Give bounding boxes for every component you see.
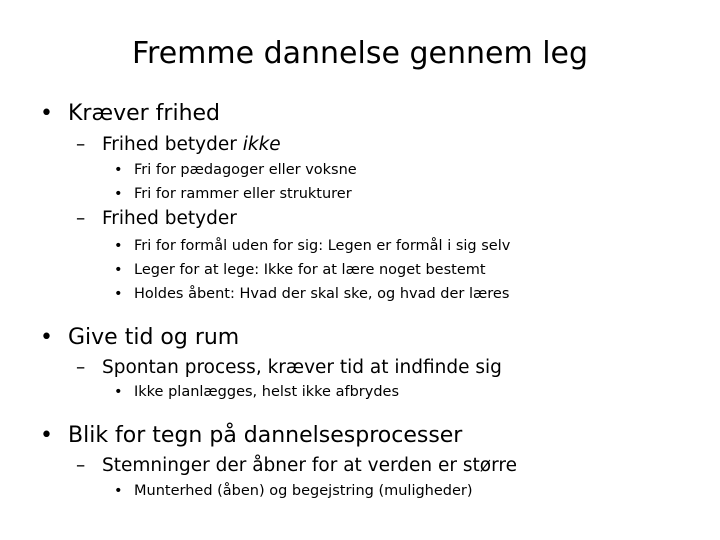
bullet-text: Ikke planlægges, helst ikke afbrydes [134,384,400,400]
bullet-text: Fri for pædagoger eller voksne [134,162,357,178]
bullet-text: Munterhed (åben) og begejstring (muligheder) [134,483,473,499]
bullet-marker: • [40,423,53,448]
bullet-marker: • [114,262,123,278]
bullet-marker: • [114,238,123,254]
bullet-level2 [76,455,517,476]
bullet-marker: • [40,101,53,126]
dash-marker: – [76,357,86,378]
emphasis-text: ikke [242,134,281,155]
bullet-marker: • [114,384,123,400]
bullet-marker: • [114,162,123,178]
bullet-level3 [114,162,357,178]
bullet-text: Give tid og rum [68,325,240,350]
bullet-level1 [40,101,220,126]
bullet-text: Fri for rammer eller strukturer [134,186,352,202]
slide-title: Fremme dannelse gennem leg [131,36,589,71]
bullet-text: Stemninger der åbner for at verden er større [102,455,517,476]
dash-marker: – [76,134,86,155]
bullet-level3 [114,262,486,278]
bullet-level1 [40,325,239,350]
bullet-level2 [76,134,281,155]
bullet-level3 [114,186,352,202]
bullet-level1 [40,423,462,448]
bullet-text: Holdes åbent: Hvad der skal ske, og hvad der læres [134,286,510,302]
bullet-marker: • [40,325,53,350]
bullet-level2 [76,208,237,229]
bullet-text: Fri for formål uden for sig: Legen er formål i sig selv [134,238,511,254]
bullet-level3 [114,483,473,499]
bullet-text: Blik for tegn på dannelsesprocesser [68,423,463,448]
bullet-text: Spontan process, kræver tid at indfinde sig [102,357,502,378]
bullet-level2 [76,357,502,378]
bullet-marker: • [114,286,123,302]
bullet-text: Leger for at lege: Ikke for at lære noget bestemt [134,262,486,278]
dash-marker: – [76,455,86,476]
bullet-level3 [114,384,399,400]
bullet-marker: • [114,186,123,202]
bullet-level3 [114,286,509,302]
bullet-level3 [114,238,510,254]
dash-marker: – [76,208,86,229]
bullet-text: Frihed betyder [102,208,237,229]
bullet-text: Kræver frihed [68,101,221,126]
bullet-marker: • [114,483,123,499]
bullet-text: Frihed betyder ikke [102,134,281,155]
